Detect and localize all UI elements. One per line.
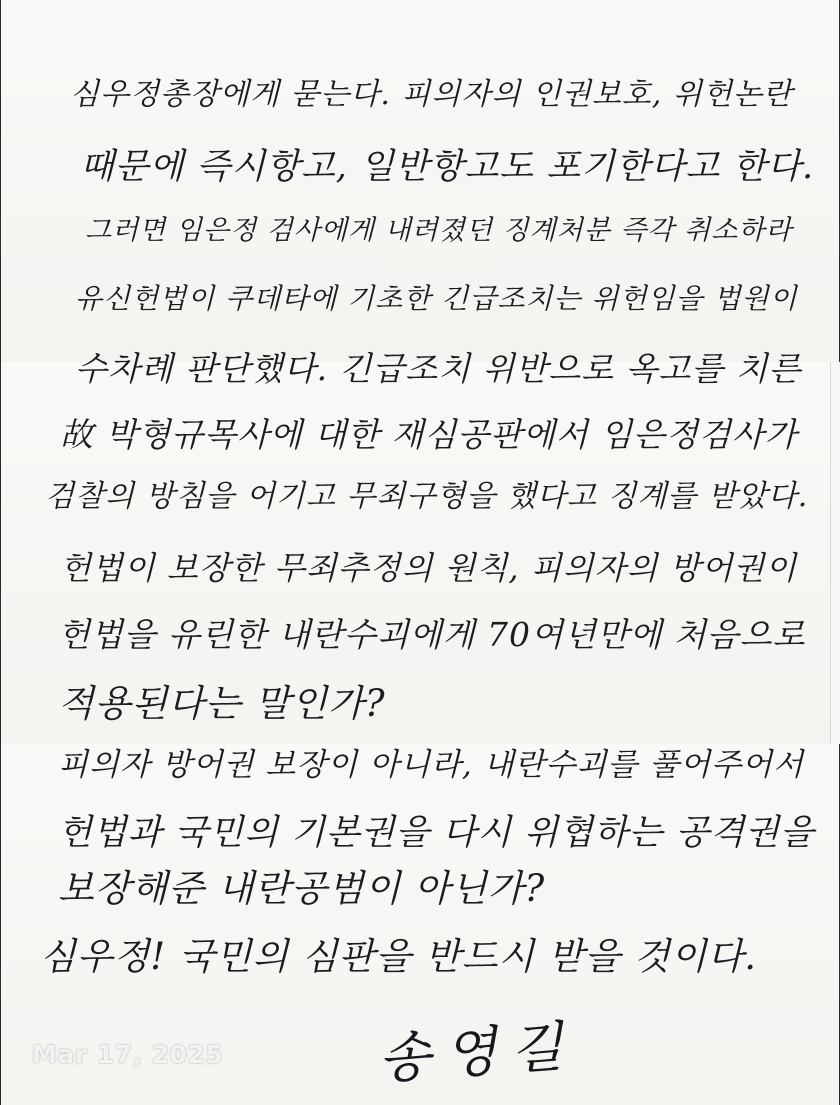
letter-line-13: 보장해준 내란공범이 아닌가? [58,867,546,910]
date-stamp: Mar 17, 2025 [32,1040,224,1069]
letter-line-11: 피의자 방어권 보장이 아니라, 내란수괴를 풀어주어서 [58,747,804,783]
letter-line-3: 그러면 임은정 검사에게 내려졌던 징계처분 즉각 취소하라 [85,215,793,246]
letter-line-12: 헌법과 국민의 기본권을 다시 위협하는 공격권을 [58,813,815,853]
letter-line-14: 심우정! 국민의 심판을 반드시 받을 것이다. [40,935,758,978]
letter-line-4: 유신헌법이 쿠데타에 기초한 긴급조치는 위헌임을 법원이 [75,282,798,315]
letter-line-7: 검찰의 방침을 어기고 무죄구형을 했다고 징계를 받았다. [45,479,809,514]
letter-line-2: 때문에 즉시항고, 일반항고도 포기한다고 한다. [80,147,815,187]
letter-line-10: 적용된다는 말인가? [58,682,386,725]
letter-line-6: 故 박형규목사에 대한 재심공판에서 임은정검사가 [60,415,798,454]
page-edge-left [0,0,1,1105]
handwritten-signature: 송영길 [376,1014,579,1091]
letter-line-1: 심우정총장에게 묻는다. 피의자의 인권보호, 위헌논란 [70,77,793,112]
letter-line-5: 수차례 판단했다. 긴급조치 위반으로 옥고를 치른 [75,349,802,388]
letter-line-9: 헌법을 유린한 내란수괴에게 70여년만에 처음으로 [58,615,806,654]
letter-line-8: 헌법이 보장한 무죄추정의 원칙, 피의자의 방어권이 [60,549,798,587]
